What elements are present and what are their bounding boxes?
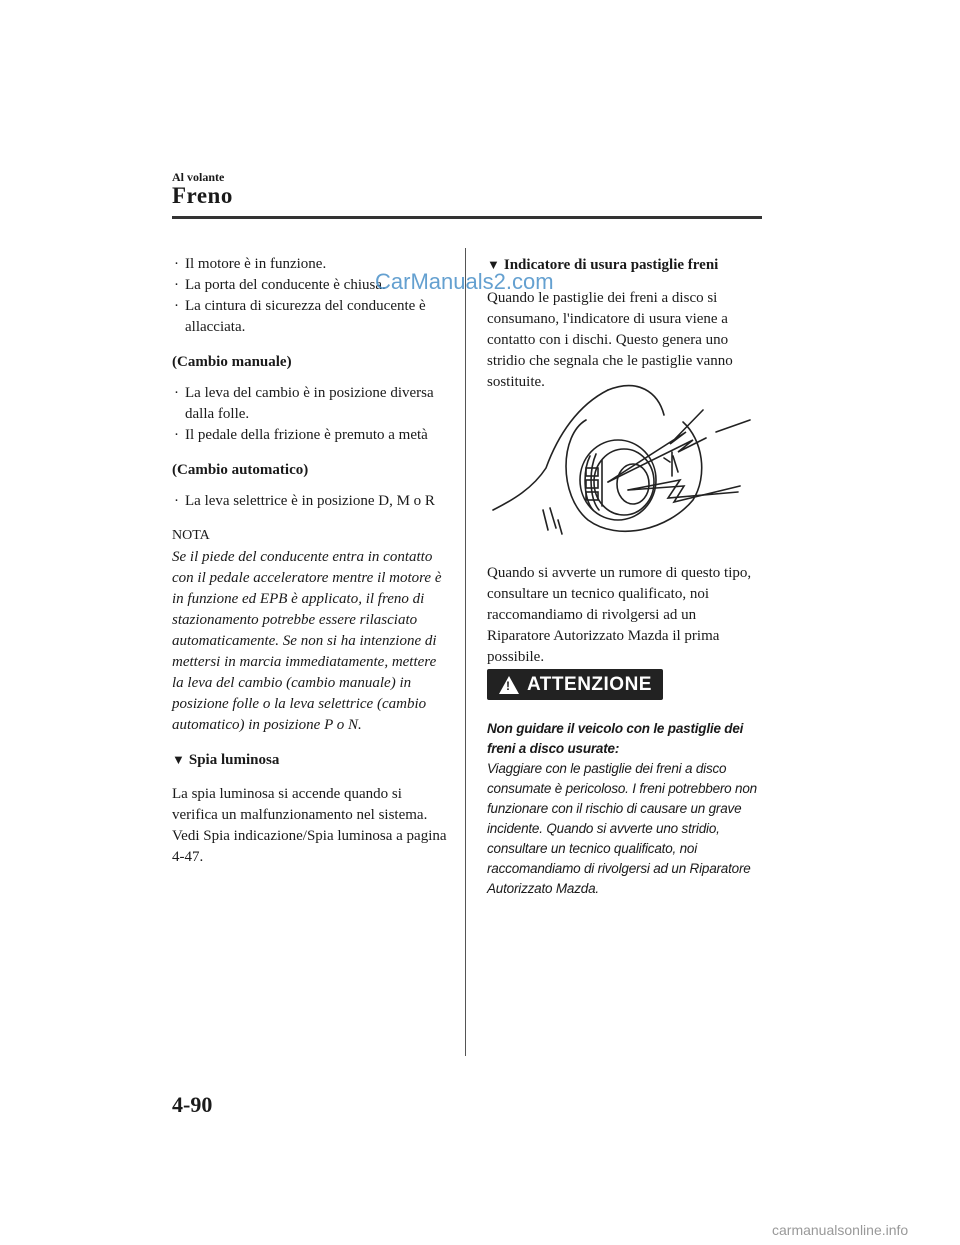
list-item: · La porta del conducente è chiusa. <box>174 277 386 293</box>
header-rule <box>172 216 762 219</box>
section-label: Al volante <box>172 170 225 184</box>
column-divider <box>465 248 466 1056</box>
page-number: 4-90 <box>172 1092 213 1117</box>
list-item: · Il motore è in funzione. <box>174 256 327 272</box>
warning-banner <box>487 669 663 700</box>
warning-body-text: Viaggiare con le pastiglie dei freni a disco consumate è pericoloso. I freni potrebbero non funzionare con il rischio di causare un grave incidente. Quando si avverte uno stridio, consultare un tecnico qualificato, noi raccomandiamo di rivolgersi ad un Riparatore Autorizzato Mazda. <box>487 761 757 896</box>
note-text: Se il piede del conducente entra in contatto con il pedale acceleratore mentre il motore è in funzione ed EPB è applicato, il freno di stazionamento potrebbe essere rilasciato automaticamente. Se non si ha intenzione di mettersi in marcia immediatamente, mettere la leva del cambio (cambio manuale) in posizione folle o la leva selettrice (cambio automatico) in posizione P o N. <box>172 549 442 733</box>
warning-label: ATTENZIONE <box>527 673 652 695</box>
triangle-down-icon: ▼ <box>172 752 185 767</box>
after-image-text: Quando si avverte un rumore di questo tipo, consultare un tecnico qualificato, noi raccomandiamo di rivolgersi ad un Riparatore Autorizzato Mazda il prima possibile. <box>487 565 752 665</box>
manual-heading: (Cambio manuale) <box>172 354 292 370</box>
list-item: · La leva selettrice è in posizione D, M o R <box>174 493 435 509</box>
brake-pad-illustration <box>488 380 758 545</box>
warning-bold-text: Non guidare il veicolo con le pastiglie dei freni a disco usurate: <box>487 721 744 756</box>
left-column <box>172 254 448 868</box>
list-item: · La leva del cambio è in posizione diversa dalla folle. <box>174 385 434 422</box>
warning-content <box>487 719 763 899</box>
spia-heading: ▼ Spia luminosa <box>172 752 280 768</box>
spia-text: La spia luminosa si accende quando si verifica un malfunzionamento nel sistema. Vedi Spia indicazione/Spia luminosa a pagina 4-47. <box>172 786 447 865</box>
list-item: · La cintura di sicurezza del conducente è allacciata. <box>174 298 426 335</box>
list-item: · Il pedale della frizione è premuto a metà <box>174 427 428 443</box>
warning-triangle-icon: ! <box>499 676 519 694</box>
auto-heading: (Cambio automatico) <box>172 462 309 478</box>
wear-indicator-heading: ▼ Indicatore di usura pastiglie freni <box>487 257 719 273</box>
chapter-title: Freno <box>172 183 233 208</box>
triangle-down-icon: ▼ <box>487 257 500 272</box>
footer-site: carmanualsonline.info <box>772 1222 909 1238</box>
watermark: CarManuals2.com <box>375 269 554 294</box>
right-column-lower <box>487 563 763 668</box>
note-label: NOTA <box>172 528 210 543</box>
wear-intro-text: Quando le pastiglie dei freni a disco si consumano, l'indicatore di usura viene a contatto con i dischi. Questo genera uno stridio che segnala che le pastiglie vanno sostituite. <box>487 290 733 390</box>
